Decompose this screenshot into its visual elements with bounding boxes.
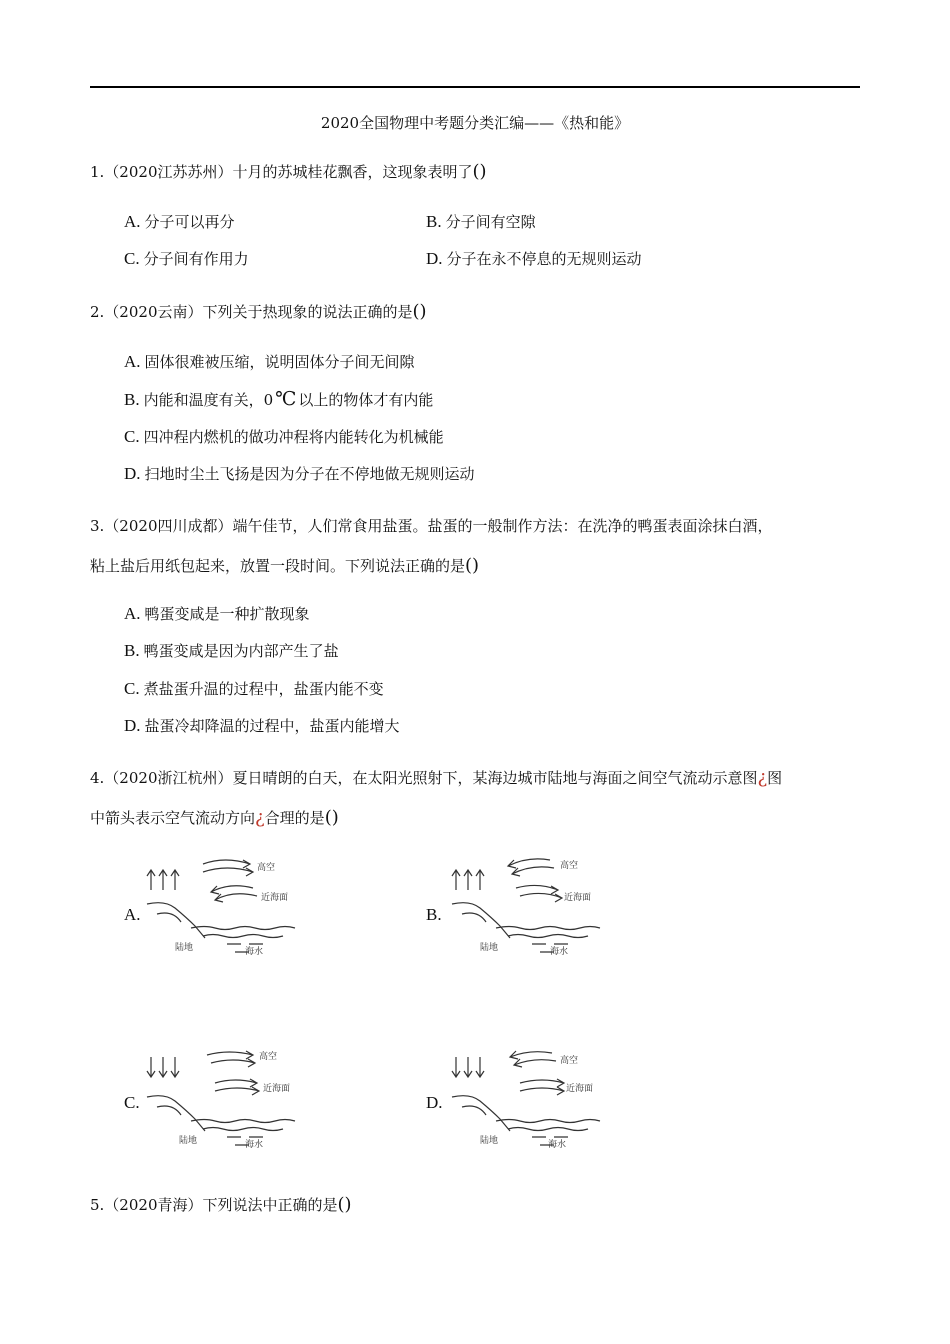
question-1-option-a: A. 分子可以再分 bbox=[124, 212, 235, 231]
question-2-option-c: C. 四冲程内燃机的做功冲程将内能转化为机械能 bbox=[124, 427, 444, 446]
high-altitude-label: 高空 bbox=[259, 1052, 278, 1062]
question-4-figure-b bbox=[450, 852, 610, 962]
sea-label: 海水 bbox=[245, 1140, 264, 1150]
question-4-option-a-label: A. bbox=[124, 905, 141, 924]
question-3-option-b: B. 鸭蛋变咸是因为内部产生了盐 bbox=[124, 641, 339, 660]
high-altitude-label: 高空 bbox=[257, 863, 276, 873]
question-3-option-d: D. 盐蛋冷却降温的过程中，盐蛋内能增大 bbox=[124, 716, 400, 735]
question-4-figure-c bbox=[145, 1045, 305, 1155]
near-sea-label: 近海面 bbox=[566, 1084, 594, 1094]
land-label: 陆地 bbox=[179, 1136, 198, 1146]
question-1-stem: 1.（2020江苏苏州）十月的苏城桂花飘香，这现象表明了() bbox=[90, 161, 487, 182]
land-label: 陆地 bbox=[175, 943, 194, 953]
question-1-option-b: B. 分子间有空隙 bbox=[426, 212, 536, 231]
question-2-stem: 2.（2020云南）下列关于热现象的说法正确的是() bbox=[90, 301, 427, 322]
question-2-option-d: D. 扫地时尘土飞扬是因为分子在不停地做无规则运动 bbox=[124, 464, 475, 483]
question-1-option-c: C. 分子间有作用力 bbox=[124, 249, 249, 268]
question-3-stem: 3.（2020四川成都）端午佳节，人们常食用盐蛋。盐蛋的一般制作方法：在洗净的鸭蛋表面涂抹白酒， 粘上盐后用纸包起来，放置一段时间。下列说法正确的是() bbox=[90, 517, 773, 576]
high-altitude-label: 高空 bbox=[560, 861, 579, 871]
header-rule bbox=[90, 86, 860, 88]
question-4-figure-d bbox=[450, 1045, 610, 1155]
sea-label: 海水 bbox=[245, 947, 264, 957]
page-title: 2020全国物理中考题分类汇编——《热和能》 bbox=[320, 114, 630, 132]
question-2-option-a: A. 固体很难被压缩，说明固体分子间无间隙 bbox=[124, 352, 415, 371]
question-4-option-c-label: C. bbox=[124, 1093, 140, 1112]
near-sea-label: 近海面 bbox=[261, 893, 289, 903]
question-4-figure-a bbox=[145, 852, 305, 962]
land-label: 陆地 bbox=[480, 943, 499, 953]
sea-label: 海水 bbox=[548, 1140, 567, 1150]
question-2-option-b: B. 内能和温度有关，0 ℃ 以上的物体才有内能 bbox=[124, 388, 434, 410]
high-altitude-label: 高空 bbox=[560, 1056, 579, 1066]
question-4-stem: 4.（2020浙江杭州）夏日晴朗的白天，在太阳光照射下，某海边城市陆地与海面之间空气流动示意图¿图 中箭头表示空气流动方向¿合理的是() bbox=[90, 767, 783, 828]
sea-label: 海水 bbox=[550, 947, 569, 957]
near-sea-label: 近海面 bbox=[564, 893, 592, 903]
question-1-option-d: D. 分子在永不停息的无规则运动 bbox=[426, 249, 642, 268]
near-sea-label: 近海面 bbox=[263, 1084, 291, 1094]
land-label: 陆地 bbox=[480, 1136, 499, 1146]
question-4-option-b-label: B. bbox=[426, 905, 442, 924]
question-5-stem: 5.（2020青海）下列说法中正确的是() bbox=[90, 1194, 352, 1215]
question-3-option-c: C. 煮盐蛋升温的过程中，盐蛋内能不变 bbox=[124, 679, 384, 698]
question-3-option-a: A. 鸭蛋变咸是一种扩散现象 bbox=[124, 604, 310, 623]
question-4-option-d-label: D. bbox=[426, 1093, 443, 1112]
